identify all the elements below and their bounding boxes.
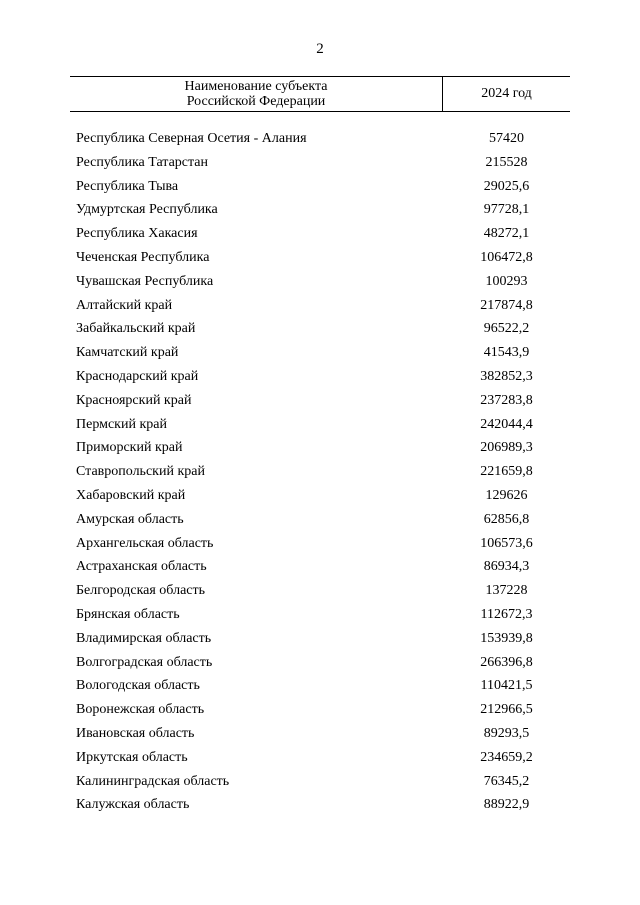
table-row [0, 413, 640, 437]
table-row [0, 770, 640, 794]
region-value-2024: 41543,9 [483, 345, 530, 361]
table-row [0, 198, 640, 222]
table-row [0, 389, 640, 413]
region-name: Чеченская Республика [76, 249, 210, 265]
region-name: Краснодарский край [76, 368, 199, 384]
region-name: Удмуртская Республика [76, 202, 218, 218]
header-subject-name-line1: Наименование субъекта [184, 79, 328, 94]
region-value-2024: 110421,5 [480, 678, 533, 694]
table-row [0, 365, 640, 389]
region-value-2024: 96522,2 [483, 321, 530, 337]
region-value-2024: 129626 [485, 487, 528, 503]
table-row [0, 674, 640, 698]
region-value-2024: 106472,8 [480, 249, 533, 265]
region-name: Приморский край [76, 440, 183, 456]
table-row [0, 270, 640, 294]
region-value-2024: 89293,5 [483, 725, 530, 741]
region-value-2024: 106573,6 [480, 535, 533, 551]
table-row [0, 246, 640, 270]
region-name: Камчатский край [76, 345, 179, 361]
table-row [0, 722, 640, 746]
table-row [0, 651, 640, 675]
table-row [0, 793, 640, 817]
table-row [0, 698, 640, 722]
region-name: Пермский край [76, 416, 167, 432]
region-name: Алтайский край [76, 297, 173, 313]
region-name: Владимирская область [76, 630, 212, 646]
table-header [70, 76, 570, 112]
region-value-2024: 234659,2 [480, 749, 533, 765]
region-name: Амурская область [76, 511, 184, 527]
table-row [0, 151, 640, 175]
header-subject-name [70, 77, 443, 111]
region-name: Хабаровский край [76, 487, 186, 503]
table-row [0, 127, 640, 151]
region-name: Архангельская область [76, 535, 214, 551]
region-name: Брянская область [76, 606, 180, 622]
region-value-2024: 76345,2 [483, 773, 530, 789]
region-name: Красноярский край [76, 392, 192, 408]
region-name: Волгоградская область [76, 654, 213, 670]
region-name: Воронежская область [76, 702, 205, 718]
region-value-2024: 97728,1 [483, 202, 530, 218]
region-name: Ивановская область [76, 725, 195, 741]
region-name: Астраханская область [76, 559, 207, 575]
region-value-2024: 215528 [485, 154, 528, 170]
region-value-2024: 62856,8 [483, 511, 530, 527]
table-row [0, 532, 640, 556]
table-row [0, 317, 640, 341]
region-name: Ставропольский край [76, 464, 205, 480]
region-name: Республика Хакасия [76, 226, 198, 242]
table-row [0, 603, 640, 627]
table-row [0, 294, 640, 318]
region-name: Забайкальский край [76, 321, 196, 337]
table-row [0, 484, 640, 508]
region-name: Республика Тыва [76, 178, 179, 194]
region-value-2024: 48272,1 [483, 226, 530, 242]
region-value-2024: 100293 [485, 273, 528, 289]
region-value-2024: 266396,8 [480, 654, 533, 670]
table-row [0, 341, 640, 365]
region-value-2024: 382852,3 [480, 368, 533, 384]
region-name: Иркутская область [76, 749, 188, 765]
table-row [0, 627, 640, 651]
region-value-2024: 57420 [489, 131, 524, 146]
region-name: Вологодская область [76, 678, 200, 694]
table-row [0, 175, 640, 199]
region-value-2024: 29025,6 [483, 178, 530, 194]
page-number: 2 [316, 41, 324, 57]
region-name: Калининградская область [76, 773, 230, 789]
region-value-2024: 242044,4 [480, 416, 533, 432]
table-body [0, 127, 640, 817]
table-row [0, 460, 640, 484]
region-value-2024: 212966,5 [480, 702, 533, 718]
header-year: 2024 год [481, 86, 532, 101]
table-row [0, 222, 640, 246]
region-name: Республика Татарстан [76, 154, 209, 170]
region-value-2024: 137228 [485, 583, 528, 599]
region-value-2024: 206989,3 [480, 440, 533, 456]
table-row [0, 746, 640, 770]
region-value-2024: 112672,3 [480, 606, 533, 622]
region-value-2024: 153939,8 [480, 630, 533, 646]
table-row [0, 555, 640, 579]
region-name: Чувашская Республика [76, 273, 214, 289]
region-value-2024: 88922,9 [483, 797, 530, 813]
region-value-2024: 217874,8 [480, 297, 533, 313]
region-value-2024: 237283,8 [480, 392, 533, 408]
table-row [0, 436, 640, 460]
region-value-2024: 86934,3 [483, 559, 530, 575]
header-subject-name-line2: Российской Федерации [186, 94, 326, 109]
region-value-2024: 221659,8 [480, 464, 533, 480]
table-row [0, 508, 640, 532]
region-name: Республика Северная Осетия - Алания [76, 131, 307, 146]
region-name: Белгородская область [76, 583, 206, 599]
region-name: Калужская область [76, 797, 190, 813]
table-row [0, 579, 640, 603]
